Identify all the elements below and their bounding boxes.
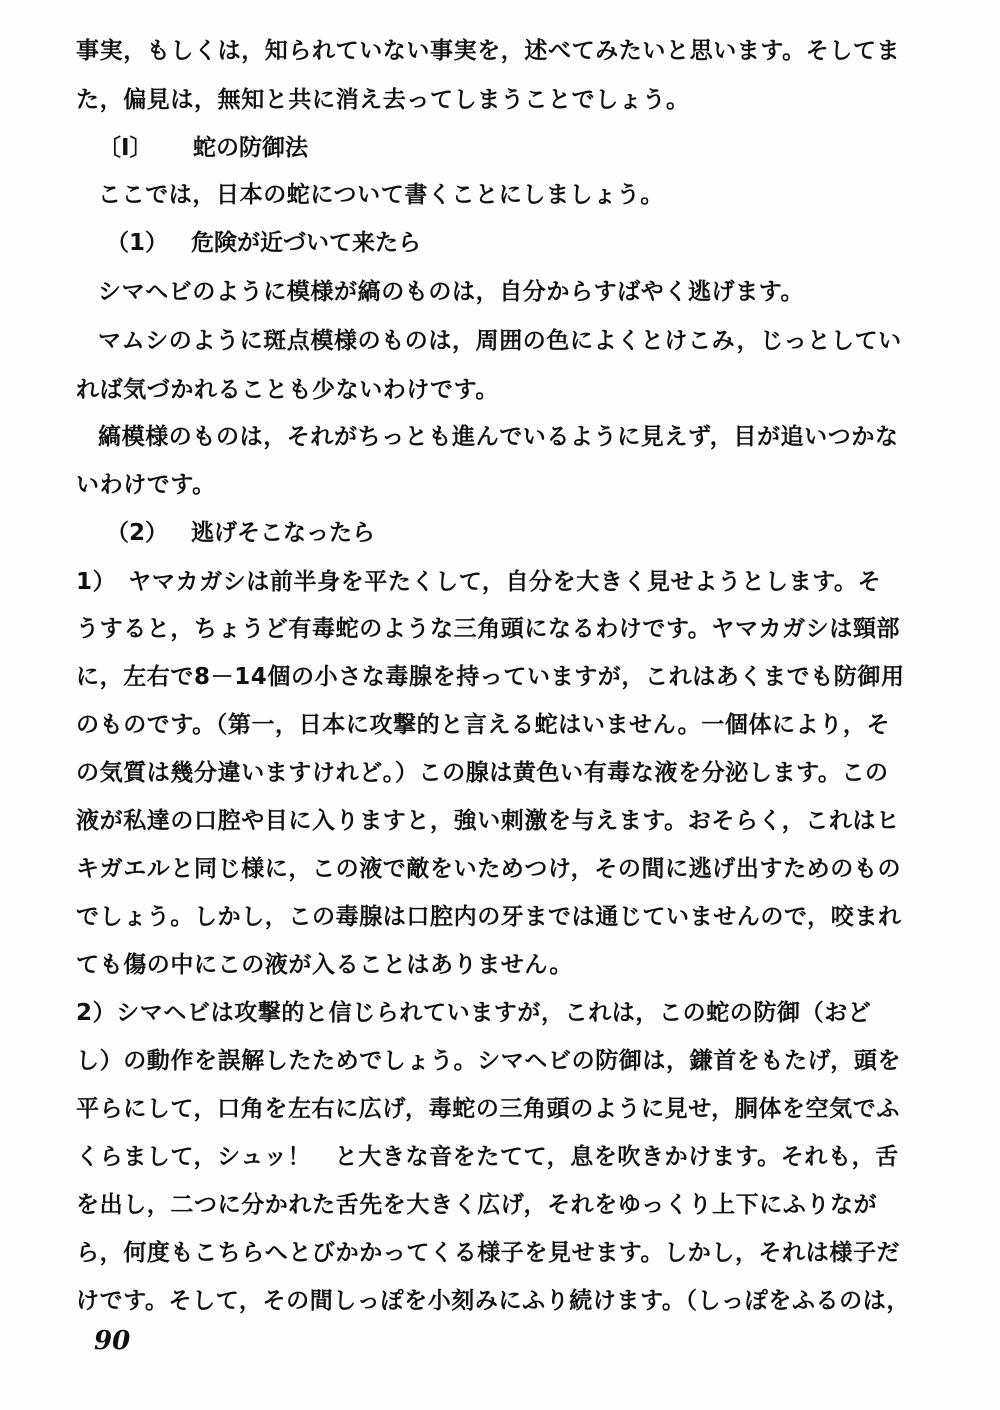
subsection-2-line-11: し）の動作を誤解したためでしょう。シマヘビの防御は，鎌首をもたげ，頭を — [76, 1048, 902, 1074]
subsection-2-line-15: ら，何度もこちらへとびかかってくる様子を見せます。しかし，それは様子だ — [76, 1240, 901, 1266]
subsection-1-number: （1） — [106, 230, 169, 256]
subsection-1-line-2: マムシのように斑点模様のものは，周囲の色によくとけこみ，じっとしてい — [98, 328, 902, 354]
subsection-2-line-10: 2）シマヘビは攻撃的と信じられていますが，これは，この蛇の防御（おど — [76, 1000, 872, 1026]
subsection-2-line-5: の気質は幾分違いますけれど。）この腺は黄色い有毒な液を分泌します。この — [76, 760, 889, 786]
section-number: 〔Ⅰ〕 — [98, 135, 153, 161]
subsection-2-line-2: うすると，ちょうど有毒蛇のような三角頭になるわけです。ヤマカガシは頸部 — [76, 616, 901, 642]
subsection-2-line-8: でしょう。しかし，この毒腺は口腔内の牙までは通じていませんので，咬まれ — [76, 904, 902, 930]
subsection-2-title: 逃げそこなったら — [191, 520, 375, 546]
subsection-2-line-3: に，左右で8－14個の小さな毒腺を持っていますが，これはあくまでも防御用 — [76, 664, 905, 690]
subsection-1-line-4: 縞模様のものは，それがちっとも進んでいるように見えず，目が追いつかな — [98, 424, 899, 450]
section-heading — [98, 133, 308, 163]
subsection-1-line-5: いわけです。 — [76, 472, 216, 498]
subsection-1-title: 危険が近づいて来たら — [191, 230, 421, 256]
subsection-2-line-16: けです。そして，その間しっぽを小刻みにふり続けます。（しっぽをふるのは， — [76, 1288, 910, 1314]
subsection-2-line-4: のものです。（第一，日本に攻撃的と言える蛇はいません。一個体により，そ — [76, 712, 891, 738]
subsection-2-line-7: キガエルと同じ様に，この液で敵をいためつけ，その間に逃げ出すためのもの — [76, 856, 902, 882]
section-title: 蛇の防御法 — [193, 135, 308, 161]
subsection-2-line-14: を出し，二つに分かれた舌先を大きく広げ，それをゆっくり上下にふりなが — [76, 1192, 878, 1218]
intro-line-1: 事実，もしくは，知られていない事実を，述べてみたいと思います。そしてま — [76, 38, 901, 64]
subsection-2-line-1: 1） ヤマカガシは前半身を平たくして，自分を大きく見せようとします。そ — [76, 569, 882, 595]
subsection-2-line-13: くらまして，シュッ！ と大きな音をたてて，息を吹きかけます。それも，舌 — [76, 1144, 899, 1170]
subsection-2-heading — [106, 518, 375, 548]
subsection-2-line-9: ても傷の中にこの液が入ることはありません。 — [76, 952, 573, 978]
section-intro: ここでは，日本の蛇について書くことにしましょう。 — [98, 182, 664, 208]
subsection-2-line-6: 液が私達の口腔や目に入りますと，強い刺激を与えます。おそらく，これはヒ — [76, 808, 900, 834]
subsection-2-number: （2） — [106, 520, 169, 546]
subsection-1-heading — [106, 228, 421, 258]
intro-line-2: た，偏見は，無知と共に消え去ってしまうことでしょう。 — [76, 87, 690, 113]
subsection-2-line-12: 平らにして，口角を左右に広げ，毒蛇の三角頭のように見せ，胴体を空気でふ — [76, 1096, 900, 1122]
subsection-1-line-1: シマヘビのように模様が縞のものは，自分からすばやく逃げます。 — [98, 279, 805, 305]
page-number: 90 — [94, 1326, 131, 1356]
subsection-1-line-3: れば気づかれることも少ないわけです。 — [76, 377, 499, 403]
